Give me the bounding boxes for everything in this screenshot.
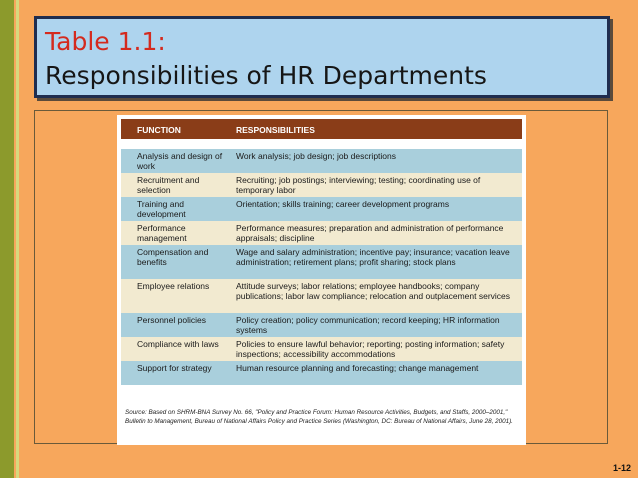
function-cell: Personnel policies [137, 315, 206, 325]
function-cell: Employee relations [137, 281, 210, 291]
title-box [34, 16, 610, 98]
responsibilities-cell: Performance measures; preparation and administration of performance appraisals; discipline [236, 223, 504, 243]
table-row [121, 197, 522, 221]
side-accent-line [16, 0, 19, 478]
table-body [121, 149, 522, 385]
responsibilities-cell: Policies to ensure lawful behavior; reporting; posting information; safety inspections; accessibility accommodations [236, 339, 505, 359]
table-row [121, 173, 522, 197]
responsibilities-cell: Work analysis; job design; job descriptions [236, 151, 397, 161]
function-cell: Training and development [137, 199, 186, 219]
responsibilities-cell: Human resource planning and forecasting; change management [236, 363, 479, 373]
responsibilities-cell: Orientation; skills training; career development programs [236, 199, 450, 209]
function-cell: Performance management [137, 223, 187, 243]
table-source-note: Source: Based on SHRM-BNA Survey No. 66, "Policy and Practice Forum: Human Resource Activities, Budgets, and Staffs, 2000–2001," Bulletin to Management, Bureau of National Affairs Policy and Practice Series (Washington, DC: Bureau of National Affairs, June 28, 2001). [125, 409, 513, 425]
slide-title-label: Table 1.1: [45, 27, 166, 56]
page-number: 1-12 [612, 463, 631, 473]
table-row [121, 245, 522, 279]
table-row [121, 361, 522, 385]
table-row [121, 279, 522, 313]
table-row [121, 221, 522, 245]
function-cell: Recruitment and selection [137, 175, 200, 195]
responsibilities-cell: Recruiting; job postings; interviewing; testing; coordinating use of temporary labor [236, 175, 481, 195]
hr-responsibilities-table [117, 115, 526, 445]
table-row [121, 149, 522, 173]
function-cell: Compliance with laws [137, 339, 219, 349]
responsibilities-cell: Policy creation; policy communication; record keeping; HR information systems [236, 315, 500, 335]
function-cell: Compensation and benefits [137, 247, 209, 267]
function-cell: Analysis and design of work [137, 151, 223, 171]
responsibilities-cell: Attitude surveys; labor relations; employee handbooks; company publications; labor law compliance; relocation and outplacement services [236, 281, 511, 301]
table-header [121, 119, 522, 139]
side-accent-strip [0, 0, 14, 478]
function-cell: Support for strategy [137, 363, 212, 373]
header-responsibilities: RESPONSIBILITIES [236, 125, 315, 135]
slide-title: Responsibilities of HR Departments [45, 61, 487, 90]
header-function: FUNCTION [137, 125, 181, 135]
responsibilities-cell: Wage and salary administration; incentive pay; insurance; vacation leave administration; retirement plans; profit sharing; stock plans [236, 247, 510, 267]
table-row [121, 313, 522, 337]
table-row [121, 337, 522, 361]
